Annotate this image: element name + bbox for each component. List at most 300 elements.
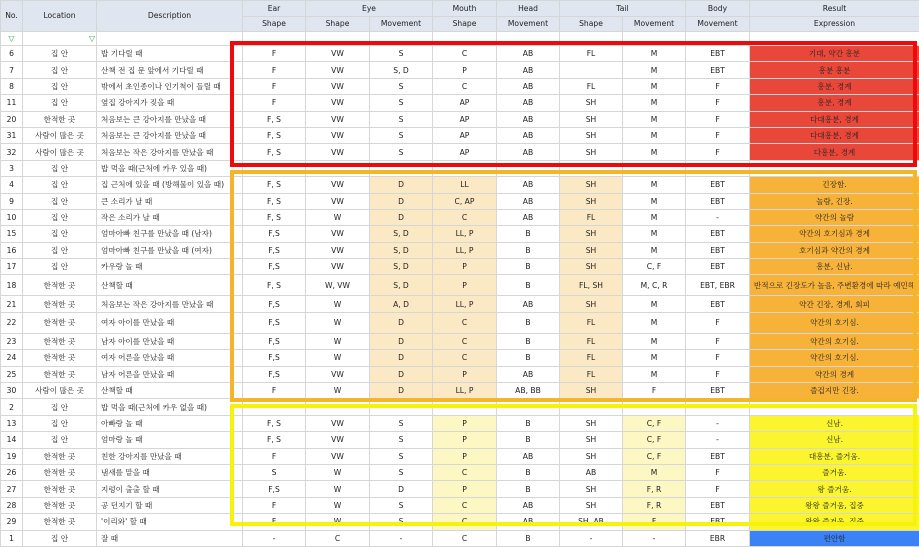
cell-tail-shape[interactable]: SH (560, 144, 623, 160)
cell-body-movement[interactable]: F (686, 95, 750, 111)
cell-tail-movement[interactable]: M, C, R (623, 275, 686, 296)
cell-location[interactable]: 사람이 많은 곳 (23, 127, 97, 143)
cell-body-movement[interactable]: F (686, 366, 750, 382)
cell-location[interactable]: 사람이 많은 곳 (23, 383, 97, 399)
cell-eye-shape[interactable] (306, 399, 370, 415)
cell-body-movement[interactable]: F (686, 78, 750, 94)
cell-description[interactable]: 작은 소리가 날 때 (97, 209, 243, 225)
cell-result-expression[interactable] (750, 399, 919, 415)
cell-description[interactable]: 남자 어른을 만났을 때 (97, 366, 243, 382)
cell-ear-shape[interactable]: F,S (243, 226, 306, 242)
cell-eye-movement[interactable]: S (370, 46, 433, 62)
cell-head-movement[interactable]: B (497, 432, 560, 448)
cell-result-expression[interactable]: 왕왕 즐거움, 집중 (750, 497, 919, 513)
cell-head-movement[interactable]: AB (497, 62, 560, 78)
cell-head-movement[interactable]: AB (497, 111, 560, 127)
cell-body-movement[interactable]: F (686, 481, 750, 497)
cell-tail-movement[interactable]: F, R (623, 481, 686, 497)
cell-location[interactable]: 집 안 (23, 160, 97, 176)
cell-location[interactable]: 사람이 많은 곳 (23, 144, 97, 160)
cell-tail-movement[interactable]: C, F (623, 432, 686, 448)
cell-body-movement[interactable]: EBT, EBR (686, 275, 750, 296)
cell-eye-movement[interactable]: D (370, 350, 433, 366)
cell-eye-shape[interactable]: W (306, 333, 370, 349)
cell-ear-shape[interactable]: F (243, 78, 306, 94)
cell-no[interactable]: 24 (1, 350, 23, 366)
cell-tail-shape[interactable]: SH (560, 415, 623, 431)
cell-eye-movement[interactable]: S, D (370, 226, 433, 242)
cell-eye-shape[interactable]: VW (306, 193, 370, 209)
cell-location[interactable]: 한적한 곳 (23, 481, 97, 497)
cell-description[interactable]: 여자 아이를 만났을 때 (97, 312, 243, 333)
cell-tail-shape[interactable] (560, 399, 623, 415)
cell-eye-movement[interactable] (370, 399, 433, 415)
cell-head-movement[interactable]: B (497, 226, 560, 242)
cell-eye-movement[interactable]: - (370, 530, 433, 546)
cell-head-movement[interactable]: B (497, 312, 560, 333)
cell-head-movement[interactable]: B (497, 481, 560, 497)
cell-no[interactable]: 26 (1, 464, 23, 480)
cell-tail-movement[interactable]: M (623, 78, 686, 94)
cell-eye-movement[interactable]: D (370, 177, 433, 193)
cell-tail-movement[interactable]: M (623, 95, 686, 111)
cell-no[interactable]: 1 (1, 530, 23, 546)
cell-body-movement[interactable]: EBT (686, 383, 750, 399)
cell-tail-shape[interactable]: SH (560, 193, 623, 209)
cell-eye-movement[interactable]: D (370, 193, 433, 209)
cell-no[interactable]: 30 (1, 383, 23, 399)
cell-eye-movement[interactable]: S (370, 127, 433, 143)
cell-tail-movement[interactable]: M (623, 62, 686, 78)
cell-location[interactable]: 한적한 곳 (23, 296, 97, 312)
cell-mouth-shape[interactable]: LL (433, 177, 497, 193)
cell-result-expression[interactable]: 다대흥분, 경계 (750, 111, 919, 127)
cell-head-movement[interactable]: AB (497, 448, 560, 464)
cell-mouth-shape[interactable]: C (433, 350, 497, 366)
cell-tail-shape[interactable]: SH (560, 177, 623, 193)
cell-result-expression[interactable]: 약간의 놀람 (750, 209, 919, 225)
cell-tail-shape[interactable]: FL (560, 78, 623, 94)
cell-eye-movement[interactable]: S, D (370, 62, 433, 78)
cell-eye-movement[interactable]: S (370, 448, 433, 464)
cell-eye-shape[interactable]: VW (306, 95, 370, 111)
cell-description[interactable]: 큰 소리가 날 때 (97, 193, 243, 209)
cell-eye-shape[interactable]: VW (306, 46, 370, 62)
cell-mouth-shape[interactable] (433, 399, 497, 415)
cell-tail-movement[interactable]: F, R (623, 497, 686, 513)
cell-description[interactable]: 밖에서 초인종이나 인기척이 들릴 때 (97, 78, 243, 94)
cell-no[interactable]: 7 (1, 62, 23, 78)
cell-mouth-shape[interactable]: P (433, 366, 497, 382)
cell-mouth-shape[interactable]: C (433, 209, 497, 225)
cell-head-movement[interactable]: AB (497, 366, 560, 382)
cell-ear-shape[interactable]: F, S (243, 275, 306, 296)
cell-tail-shape[interactable]: FL, SH (560, 275, 623, 296)
cell-head-movement[interactable]: B (497, 415, 560, 431)
cell-tail-movement[interactable]: C, F (623, 448, 686, 464)
cell-tail-shape[interactable]: SH (560, 242, 623, 258)
cell-mouth-shape[interactable]: LL, P (433, 242, 497, 258)
cell-result-expression[interactable]: 왕 즐거움. (750, 481, 919, 497)
cell-head-movement[interactable]: B (497, 350, 560, 366)
cell-mouth-shape[interactable]: P (433, 259, 497, 275)
cell-mouth-shape[interactable]: P (433, 275, 497, 296)
cell-result-expression[interactable]: 호기심과 약간의 경계 (750, 242, 919, 258)
cell-eye-movement[interactable]: D (370, 333, 433, 349)
cell-no[interactable]: 18 (1, 275, 23, 296)
cell-tail-shape[interactable]: SH (560, 383, 623, 399)
cell-body-movement[interactable]: - (686, 209, 750, 225)
cell-tail-shape[interactable]: FL (560, 312, 623, 333)
cell-ear-shape[interactable] (243, 160, 306, 176)
cell-location[interactable]: 집 안 (23, 415, 97, 431)
cell-ear-shape[interactable]: F, S (243, 193, 306, 209)
cell-location[interactable]: 집 안 (23, 193, 97, 209)
cell-description[interactable]: 냄새를 맡을 때 (97, 464, 243, 480)
cell-body-movement[interactable] (686, 399, 750, 415)
cell-no[interactable]: 13 (1, 415, 23, 431)
cell-ear-shape[interactable]: F (243, 46, 306, 62)
cell-tail-movement[interactable]: M (623, 312, 686, 333)
cell-ear-shape[interactable]: F, S (243, 209, 306, 225)
cell-body-movement[interactable]: F (686, 312, 750, 333)
cell-tail-shape[interactable] (560, 160, 623, 176)
cell-description[interactable]: 집 근처에 있을 때 (방해물이 있을 때) (97, 177, 243, 193)
cell-no[interactable]: 27 (1, 481, 23, 497)
cell-body-movement[interactable] (686, 160, 750, 176)
cell-no[interactable]: 32 (1, 144, 23, 160)
cell-eye-shape[interactable]: VW (306, 242, 370, 258)
cell-location[interactable]: 집 안 (23, 78, 97, 94)
cell-head-movement[interactable]: B (497, 333, 560, 349)
cell-result-expression[interactable]: 편안함 (750, 530, 919, 546)
cell-eye-shape[interactable]: VW (306, 415, 370, 431)
cell-mouth-shape[interactable]: C (433, 46, 497, 62)
cell-location[interactable]: 한적한 곳 (23, 497, 97, 513)
cell-ear-shape[interactable]: F,S (243, 242, 306, 258)
cell-eye-movement[interactable]: S (370, 514, 433, 530)
cell-result-expression[interactable]: 약간의 경계 (750, 366, 919, 382)
cell-description[interactable]: 처음보는 작은 강아지를 만났을 때 (97, 296, 243, 312)
cell-eye-movement[interactable]: S (370, 78, 433, 94)
cell-tail-shape[interactable]: FL (560, 46, 623, 62)
cell-location[interactable]: 한적한 곳 (23, 464, 97, 480)
cell-location[interactable]: 한적한 곳 (23, 514, 97, 530)
cell-result-expression[interactable]: 약간의 호기심과 경계 (750, 226, 919, 242)
cell-result-expression[interactable]: 신남. (750, 415, 919, 431)
cell-description[interactable]: 엄마랑 놀 때 (97, 432, 243, 448)
cell-location[interactable]: 집 안 (23, 432, 97, 448)
cell-head-movement[interactable]: AB (497, 177, 560, 193)
cell-tail-shape[interactable]: SH (560, 432, 623, 448)
cell-location[interactable]: 한적한 곳 (23, 312, 97, 333)
cell-ear-shape[interactable]: F (243, 448, 306, 464)
cell-eye-shape[interactable]: VW (306, 432, 370, 448)
cell-ear-shape[interactable]: F,S (243, 259, 306, 275)
cell-eye-movement[interactable]: S, D (370, 259, 433, 275)
cell-head-movement[interactable] (497, 160, 560, 176)
cell-eye-movement[interactable]: S (370, 432, 433, 448)
cell-description[interactable]: 산책할 때 (97, 275, 243, 296)
cell-no[interactable]: 10 (1, 209, 23, 225)
cell-description[interactable]: 밥 먹을 때(근처에 카우 없을 때) (97, 399, 243, 415)
cell-tail-movement[interactable]: M (623, 144, 686, 160)
cell-tail-shape[interactable]: SH (560, 95, 623, 111)
cell-ear-shape[interactable]: S (243, 464, 306, 480)
cell-tail-movement[interactable]: M (623, 366, 686, 382)
cell-head-movement[interactable]: AB (497, 78, 560, 94)
cell-location[interactable]: 집 안 (23, 209, 97, 225)
cell-mouth-shape[interactable]: C (433, 514, 497, 530)
cell-description[interactable]: 밥 기다릴 때 (97, 46, 243, 62)
cell-result-expression[interactable]: 신남. (750, 432, 919, 448)
cell-head-movement[interactable] (497, 399, 560, 415)
cell-description[interactable]: 처음보는 작은 강아지를 만났을 때 (97, 144, 243, 160)
cell-body-movement[interactable]: EBT (686, 46, 750, 62)
cell-head-movement[interactable]: B (497, 275, 560, 296)
cell-eye-shape[interactable]: VW (306, 127, 370, 143)
cell-head-movement[interactable]: AB (497, 144, 560, 160)
cell-description[interactable]: 잘 때 (97, 530, 243, 546)
cell-description[interactable]: 처음보는 큰 강아지를 만났을 때 (97, 111, 243, 127)
cell-ear-shape[interactable]: F,S (243, 481, 306, 497)
cell-eye-movement[interactable]: D (370, 481, 433, 497)
cell-tail-movement[interactable]: M (623, 177, 686, 193)
cell-body-movement[interactable]: EBT (686, 177, 750, 193)
cell-tail-shape[interactable]: FL (560, 333, 623, 349)
cell-eye-movement[interactable]: S, D (370, 242, 433, 258)
cell-head-movement[interactable]: AB (497, 193, 560, 209)
cell-location[interactable]: 한적한 곳 (23, 333, 97, 349)
cell-ear-shape[interactable]: F,S (243, 350, 306, 366)
cell-eye-shape[interactable]: W (306, 514, 370, 530)
cell-result-expression[interactable]: 기대, 약간 흥분 (750, 46, 919, 62)
cell-location[interactable]: 집 안 (23, 259, 97, 275)
cell-head-movement[interactable]: B (497, 259, 560, 275)
cell-location[interactable]: 집 안 (23, 399, 97, 415)
cell-mouth-shape[interactable]: C (433, 497, 497, 513)
cell-body-movement[interactable]: EBR (686, 530, 750, 546)
cell-no[interactable]: 28 (1, 497, 23, 513)
cell-description[interactable]: 산책할 때 (97, 383, 243, 399)
cell-ear-shape[interactable]: F,S (243, 333, 306, 349)
cell-mouth-shape[interactable]: P (433, 432, 497, 448)
cell-description[interactable]: 산책 전 집 문 앞에서 기다릴 때 (97, 62, 243, 78)
cell-head-movement[interactable]: AB, BB (497, 383, 560, 399)
cell-description[interactable]: 공 던지기 할 때 (97, 497, 243, 513)
cell-mouth-shape[interactable]: AP (433, 111, 497, 127)
cell-eye-shape[interactable]: VW (306, 62, 370, 78)
cell-ear-shape[interactable]: F, S (243, 111, 306, 127)
cell-mouth-shape[interactable]: C (433, 530, 497, 546)
cell-mouth-shape[interactable]: C (433, 78, 497, 94)
cell-result-expression[interactable]: 놀람, 긴장. (750, 193, 919, 209)
cell-eye-shape[interactable]: W (306, 209, 370, 225)
cell-no[interactable]: 19 (1, 448, 23, 464)
cell-no[interactable]: 20 (1, 111, 23, 127)
cell-description[interactable]: 남자 아이를 만났을 때 (97, 333, 243, 349)
cell-location[interactable]: 집 안 (23, 62, 97, 78)
cell-result-expression[interactable]: 왕왕 즐거움, 집중 (750, 514, 919, 530)
cell-tail-movement[interactable]: F (623, 514, 686, 530)
cell-no[interactable]: 11 (1, 95, 23, 111)
cell-tail-shape[interactable]: FL (560, 209, 623, 225)
cell-eye-shape[interactable]: W (306, 296, 370, 312)
cell-eye-shape[interactable]: C (306, 530, 370, 546)
cell-ear-shape[interactable]: F (243, 497, 306, 513)
cell-no[interactable]: 16 (1, 242, 23, 258)
cell-tail-movement[interactable]: M (623, 111, 686, 127)
cell-head-movement[interactable]: AB (497, 296, 560, 312)
cell-result-expression[interactable]: 즐겁지만 긴장. (750, 383, 919, 399)
cell-no[interactable]: 23 (1, 333, 23, 349)
cell-tail-shape[interactable]: SH (560, 448, 623, 464)
cell-mouth-shape[interactable]: LL, P (433, 226, 497, 242)
cell-body-movement[interactable]: F (686, 333, 750, 349)
cell-body-movement[interactable]: - (686, 432, 750, 448)
cell-eye-shape[interactable]: W (306, 464, 370, 480)
cell-ear-shape[interactable]: F (243, 383, 306, 399)
cell-eye-movement[interactable]: A, D (370, 296, 433, 312)
cell-eye-movement[interactable]: S (370, 415, 433, 431)
cell-result-expression[interactable]: 약간의 호기심. (750, 333, 919, 349)
cell-mouth-shape[interactable]: LL, P (433, 296, 497, 312)
cell-eye-shape[interactable]: VW (306, 111, 370, 127)
cell-description[interactable]: 엄마아빠 친구를 만났을 때 (남자) (97, 226, 243, 242)
cell-ear-shape[interactable]: F (243, 95, 306, 111)
cell-tail-movement[interactable]: M (623, 46, 686, 62)
cell-tail-shape[interactable]: - (560, 530, 623, 546)
cell-head-movement[interactable]: AB (497, 514, 560, 530)
cell-ear-shape[interactable]: F (243, 62, 306, 78)
cell-body-movement[interactable]: EBT (686, 259, 750, 275)
cell-description[interactable]: 엄마아빠 친구를 만났을 때 (여자) (97, 242, 243, 258)
cell-eye-shape[interactable]: VW (306, 177, 370, 193)
cell-mouth-shape[interactable]: C (433, 464, 497, 480)
cell-description[interactable]: 친한 강아지를 만났을 때 (97, 448, 243, 464)
cell-eye-shape[interactable]: W (306, 350, 370, 366)
cell-mouth-shape[interactable]: AP (433, 127, 497, 143)
cell-result-expression[interactable]: 다흥분, 경계 (750, 144, 919, 160)
cell-tail-movement[interactable]: F (623, 383, 686, 399)
cell-tail-movement[interactable]: C, F (623, 259, 686, 275)
cell-no[interactable]: 17 (1, 259, 23, 275)
cell-ear-shape[interactable]: F, S (243, 415, 306, 431)
cell-eye-shape[interactable]: VW (306, 144, 370, 160)
cell-no[interactable]: 3 (1, 160, 23, 176)
cell-ear-shape[interactable] (243, 399, 306, 415)
cell-no[interactable]: 29 (1, 514, 23, 530)
cell-ear-shape[interactable]: F, S (243, 144, 306, 160)
cell-location[interactable]: 한적한 곳 (23, 350, 97, 366)
cell-tail-shape[interactable]: SH (560, 259, 623, 275)
cell-mouth-shape[interactable]: LL, P (433, 383, 497, 399)
cell-tail-movement[interactable] (623, 160, 686, 176)
cell-location[interactable]: 집 안 (23, 226, 97, 242)
cell-mouth-shape[interactable]: C (433, 312, 497, 333)
cell-description[interactable]: 처음보는 큰 강아지를 만났을 때 (97, 127, 243, 143)
cell-eye-shape[interactable]: W (306, 312, 370, 333)
cell-tail-movement[interactable]: - (623, 530, 686, 546)
cell-tail-movement[interactable]: M (623, 127, 686, 143)
cell-body-movement[interactable]: EBT (686, 296, 750, 312)
cell-result-expression[interactable]: 반적으로 긴장도가 높음, 주변환경에 따라 예민해 (750, 275, 919, 296)
cell-no[interactable]: 22 (1, 312, 23, 333)
cell-tail-movement[interactable]: M (623, 333, 686, 349)
cell-location[interactable]: 한적한 곳 (23, 366, 97, 382)
cell-result-expression[interactable]: 긴장함. (750, 177, 919, 193)
cell-mouth-shape[interactable]: AP (433, 144, 497, 160)
cell-location[interactable]: 집 안 (23, 46, 97, 62)
cell-location[interactable]: 집 안 (23, 242, 97, 258)
cell-tail-shape[interactable]: FL (560, 350, 623, 366)
cell-result-expression[interactable] (750, 160, 919, 176)
cell-body-movement[interactable]: F (686, 464, 750, 480)
cell-description[interactable]: 지렁이 출출 할 때 (97, 481, 243, 497)
cell-tail-movement[interactable]: M (623, 193, 686, 209)
cell-body-movement[interactable]: EBT (686, 242, 750, 258)
cell-no[interactable]: 15 (1, 226, 23, 242)
cell-tail-shape[interactable]: FL (560, 366, 623, 382)
cell-eye-movement[interactable]: D (370, 209, 433, 225)
cell-result-expression[interactable]: 대흥분, 즐거움. (750, 448, 919, 464)
cell-tail-shape[interactable]: AB (560, 464, 623, 480)
cell-body-movement[interactable]: EBT (686, 448, 750, 464)
cell-head-movement[interactable]: AB (497, 95, 560, 111)
cell-no[interactable]: 8 (1, 78, 23, 94)
cell-eye-shape[interactable]: VW (306, 366, 370, 382)
filter-icon[interactable]: ▽ (8, 34, 14, 43)
cell-tail-movement[interactable]: M (623, 242, 686, 258)
cell-tail-shape[interactable]: SH (560, 296, 623, 312)
cell-head-movement[interactable]: AB (497, 497, 560, 513)
cell-location[interactable]: 한적한 곳 (23, 275, 97, 296)
cell-no[interactable]: 21 (1, 296, 23, 312)
cell-description[interactable]: 아빠랑 놀 때 (97, 415, 243, 431)
cell-ear-shape[interactable]: - (243, 530, 306, 546)
cell-tail-movement[interactable]: M (623, 296, 686, 312)
cell-no[interactable]: 31 (1, 127, 23, 143)
cell-body-movement[interactable]: EBT (686, 514, 750, 530)
cell-location[interactable]: 한적한 곳 (23, 448, 97, 464)
cell-body-movement[interactable]: EBT (686, 193, 750, 209)
cell-mouth-shape[interactable]: AP (433, 95, 497, 111)
cell-tail-shape[interactable]: SH (560, 497, 623, 513)
cell-body-movement[interactable]: F (686, 144, 750, 160)
cell-eye-shape[interactable]: VW (306, 259, 370, 275)
cell-head-movement[interactable]: B (497, 530, 560, 546)
cell-tail-shape[interactable]: SH (560, 481, 623, 497)
cell-eye-shape[interactable]: W (306, 383, 370, 399)
cell-eye-shape[interactable]: W, VW (306, 275, 370, 296)
cell-result-expression[interactable]: 약간 긴장, 경계, 회피 (750, 296, 919, 312)
cell-eye-movement[interactable]: D (370, 383, 433, 399)
cell-result-expression[interactable]: 약간의 호기심. (750, 312, 919, 333)
cell-tail-shape[interactable]: SH, AB (560, 514, 623, 530)
cell-result-expression[interactable]: 흥분, 경계 (750, 95, 919, 111)
cell-no[interactable]: 25 (1, 366, 23, 382)
cell-head-movement[interactable]: AB (497, 127, 560, 143)
cell-mouth-shape[interactable]: C (433, 333, 497, 349)
cell-mouth-shape[interactable]: P (433, 481, 497, 497)
cell-eye-shape[interactable]: VW (306, 448, 370, 464)
cell-no[interactable]: 6 (1, 46, 23, 62)
cell-no[interactable]: 2 (1, 399, 23, 415)
cell-body-movement[interactable]: F (686, 350, 750, 366)
cell-eye-shape[interactable] (306, 160, 370, 176)
cell-body-movement[interactable]: EBT (686, 226, 750, 242)
cell-head-movement[interactable]: AB (497, 209, 560, 225)
